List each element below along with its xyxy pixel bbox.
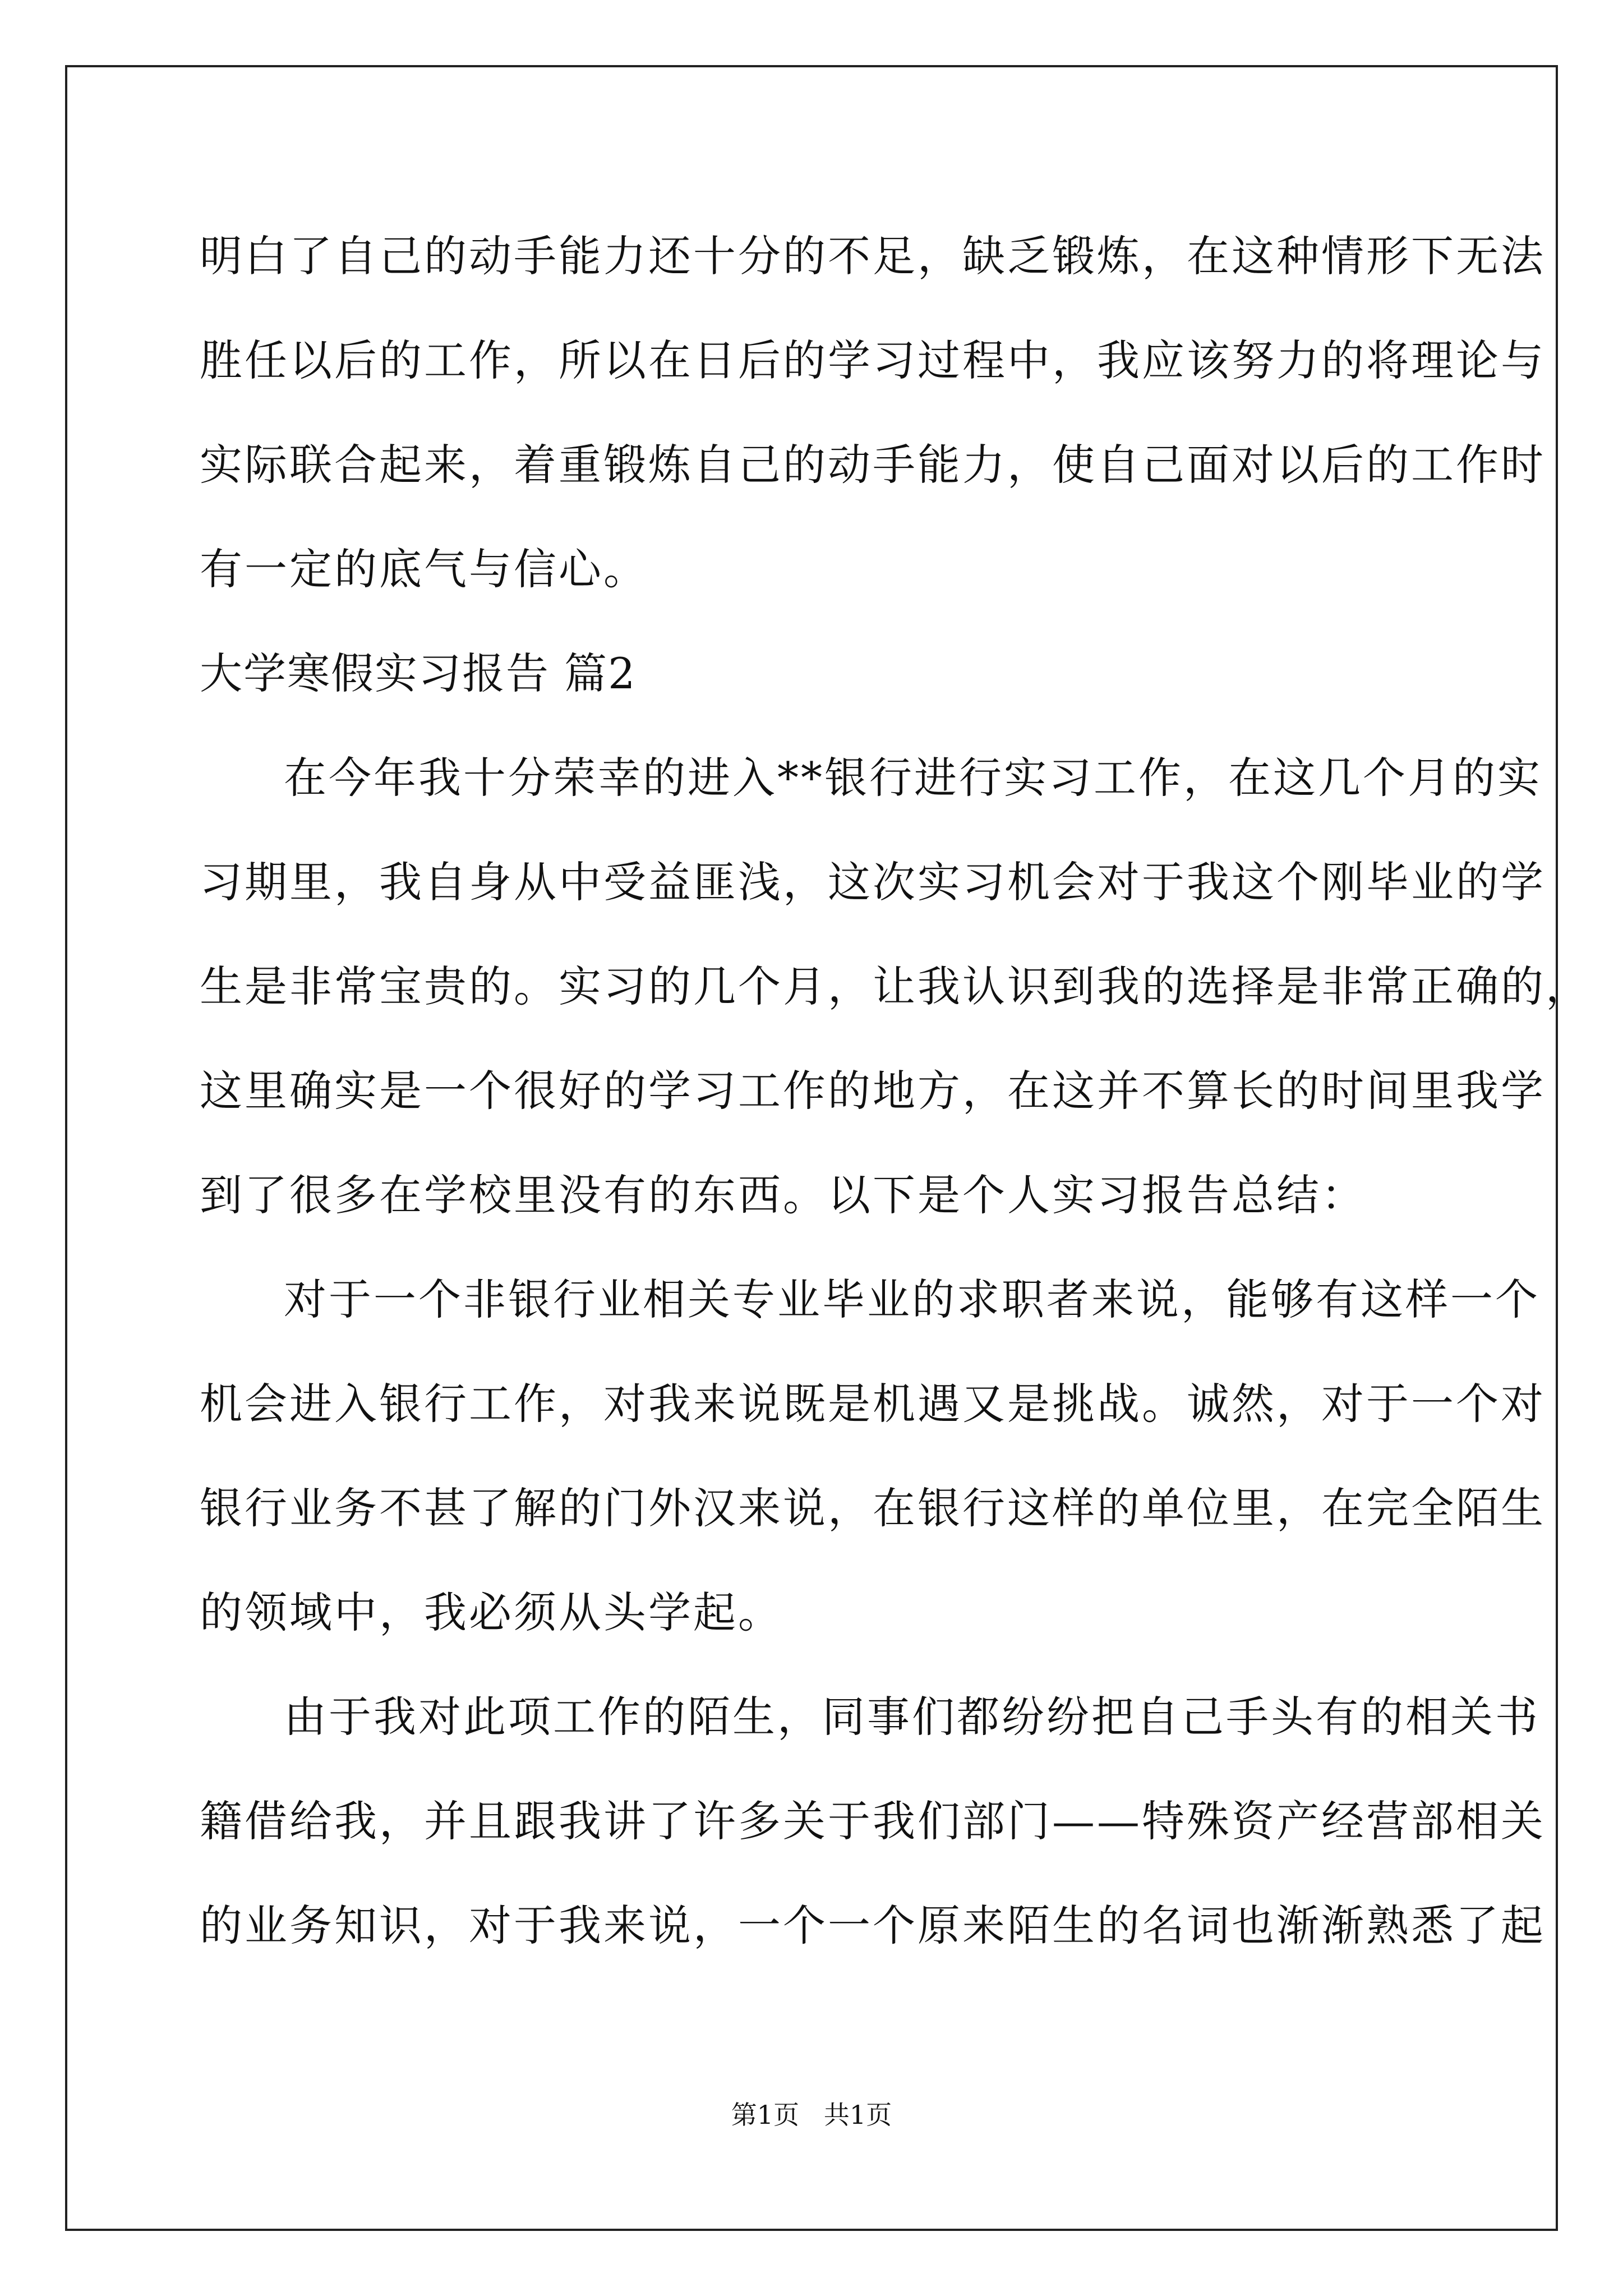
paragraph-line: 籍借给我，并且跟我讲了许多关于我们部门——特殊资产经营部相关 (200, 1796, 1546, 1846)
page-number-footer: 第1页 共1页 (731, 2100, 892, 2130)
paragraph-line: 习期里，我自身从中受益匪浅，这次实习机会对于我这个刚毕业的学 (200, 857, 1546, 907)
paragraph-line: 的领域中，我必须从头学起。 (200, 1588, 783, 1637)
section-heading: 大学寒假实习报告 篇2 (200, 648, 637, 698)
paragraph-line: 这里确实是一个很好的学习工作的地方，在这并不算长的时间里我学 (200, 1066, 1546, 1116)
paragraph-line: 机会进入银行工作，对我来说既是机遇又是挑战。诚然，对于一个对 (200, 1379, 1546, 1429)
paragraph-line: 胜任以后的工作，所以在日后的学习过程中，我应该努力的将理论与 (200, 335, 1546, 385)
paragraph-line: 生是非常宝贵的。实习的几个月，让我认识到我的选择是非常正确的， (200, 961, 1590, 1011)
paragraph-line: 有一定的底气与信心。 (200, 544, 648, 594)
paragraph-line: 在今年我十分荣幸的进入**银行进行实习工作，在这几个月的实 (284, 753, 1542, 803)
document-body (200, 204, 1590, 1978)
paragraph-line: 银行业务不甚了解的门外汉来说，在银行这样的单位里，在完全陌生 (200, 1483, 1546, 1533)
paragraph-line: 到了很多在学校里没有的东西。以下是个人实习报告总结： (200, 1170, 1366, 1220)
paragraph-line: 的业务知识，对于我来说，一个一个原来陌生的名词也渐渐熟悉了起 (200, 1901, 1546, 1950)
paragraph-line: 实际联合起来，着重锻炼自己的动手能力，使自己面对以后的工作时 (200, 440, 1546, 490)
paragraph-line: 明白了自己的动手能力还十分的不足，缺乏锻炼，在这种情形下无法 (200, 231, 1546, 281)
paragraph-line: 由于我对此项工作的陌生，同事们都纷纷把自己手头有的相关书 (284, 1692, 1540, 1742)
paragraph-line: 对于一个非银行业相关专业毕业的求职者来说，能够有这样一个 (284, 1274, 1540, 1324)
